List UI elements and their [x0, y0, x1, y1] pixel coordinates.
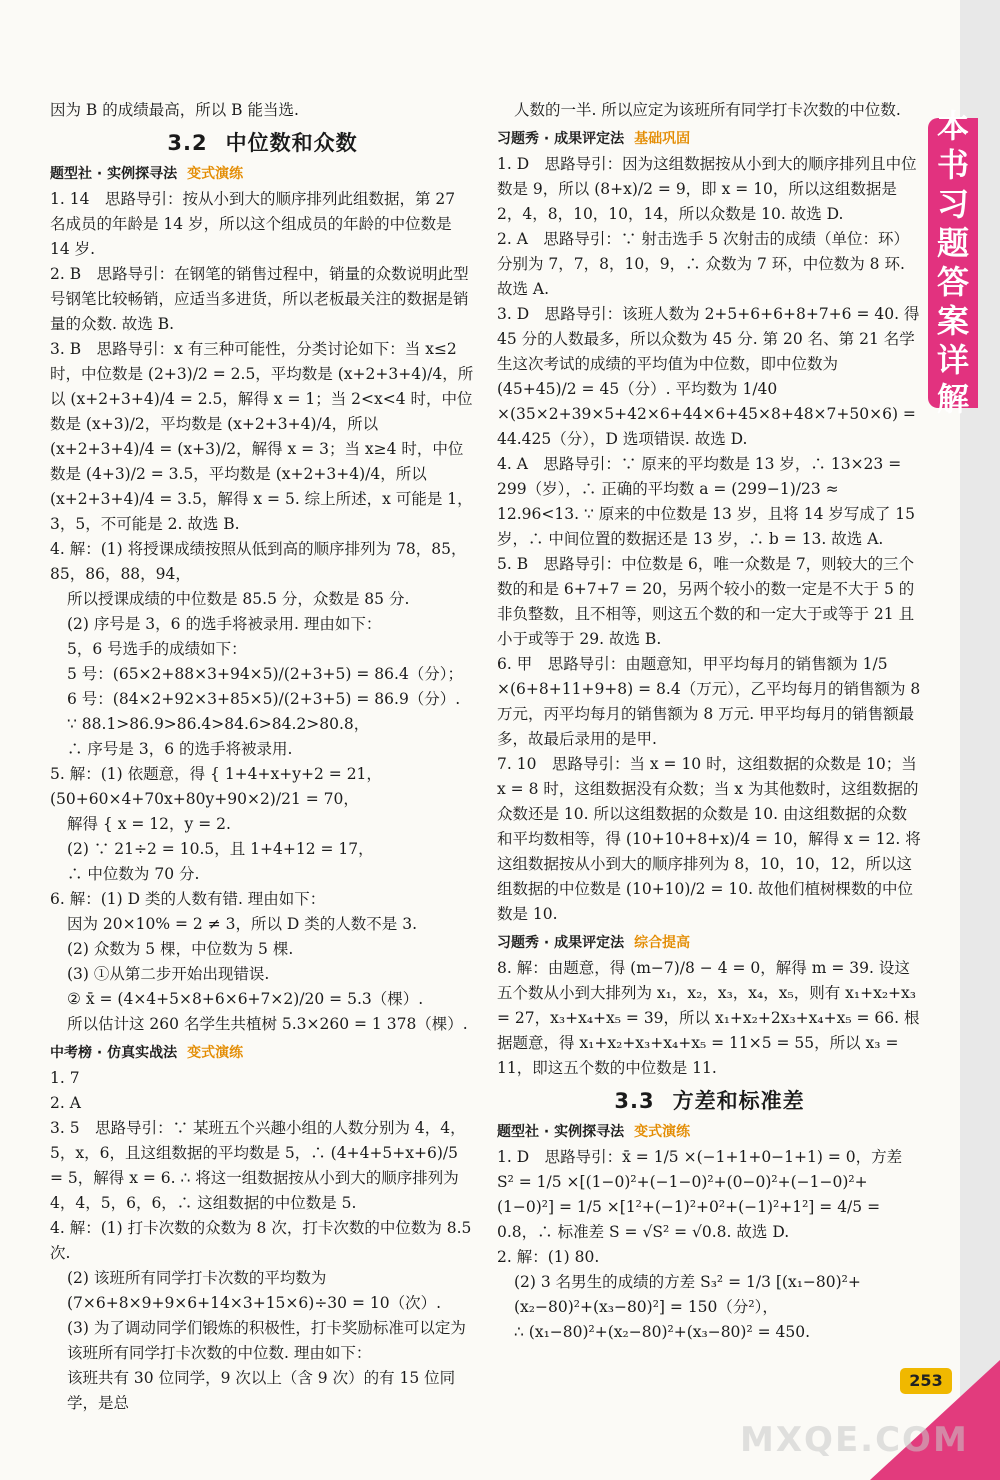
- answer-text: ② x̄ = (4×4+5×8+6×6+7×2)/20 = 5.3（棵）.: [67, 990, 424, 1008]
- answer-item: 8. 解：由题意，得 (m−7)/8 − 4 = 0，解得 m = 39. 设这五个数从小到大排列为 x₁，x₂，x₃，x₄，x₅，则有 x₁+x₂+x₃ = 27，x₃+x₄+x₅ = 39，所以 x₁+x₂+2x₃+x₄+x₅ = 66. 根据题意，得 x₁+x₂+x₃+x₄+x₅ = 11×5 = 55，所以 x₃ = 11，即这五个数的中位数是 11.: [497, 959, 920, 1077]
- exercise-header-label: 习题秀 · 成果评定法: [497, 131, 625, 147]
- answer-item: 7. 10 思路导引：当 x = 10 时，这组数据的众数是 10；当 x = 8 时，这组数据没有众数；当 x 为其他数时，这组数据的众数还是 10. 所以这组数据的众数是 10. 由这组数据的众数和平均数相等，得 (10+10+8+x)/4 = 10，解得 x = 12. 将这组数据按从小到大的顺序排列为 8，10，10，12，所以这组数据的中位数是 (10+10)/2 = 10. 故他们植树棵数的中位数是 10.: [497, 755, 921, 923]
- answer-text: ∵ 88.1>86.9>86.4>84.6>84.2>80.8，: [67, 715, 370, 733]
- section-number: 3.3: [614, 1089, 655, 1113]
- answer-item: 3. 5 思路导引：∵ 某班五个兴趣小组的人数分别为 4，4，5，x，6，且这组数据的平均数是 5，∴ (4+4+5+x+6)/5 = 5，解得 x = 6. ∴ 将这一组数据按从小到大的顺序排列为 4，4，5，6，6，∴ 这组数据的中位数是 5.: [50, 1119, 466, 1212]
- left-column: [50, 98, 475, 1416]
- answer-text: 5 号：(65×2+88×3+94×5)/(2+3+5) = 86.4（分）；: [67, 665, 464, 683]
- right-column: [497, 98, 922, 1345]
- answer-item: 1. D 思路导引：因为这组数据按从小到大的顺序排列且中位数是 9，所以 (8+x)/2 = 9，即 x = 10，所以这组数据是 2，4，8，10，10，14，所以众数是 10. 故选 D.: [497, 155, 917, 223]
- answer-item: 4. 解：(1) 将授课成绩按照从低到高的顺序排列为 78，85，85，86，88，94，: [50, 540, 467, 583]
- answer-item: 5. B 思路导引：中位数是 6，唯一众数是 7，则较大的三个数的和是 6+7+7 = 20，另两个较小的数一定是不大于 5 的非负整数，且不相等，则这五个数的和一定大于或等于 21 且小于或等于 29. 故选 B.: [497, 555, 915, 648]
- answer-text: 所以估计这 260 名学生共植树 5.3×260 = 1 378（棵）.: [67, 1015, 468, 1033]
- answer-item: 1. 14 思路导引：按从小到大的顺序排列此组数据，第 27 名成员的年龄是 14 岁，所以这个组成员的年龄的中位数是 14 岁.: [50, 190, 456, 258]
- answer-text: 人数的一半. 所以应定为该班所有同学打卡次数的中位数.: [514, 101, 901, 119]
- answer-item: 3. D 思路导引：该班人数为 2+5+6+6+8+7+6 = 40. 得 45 分的人数最多，所以众数为 45 分. 第 20 名、第 21 名学生这次考试的成绩的平均值为中位数，即中位数为 (45+45)/2 = 45（分）. 平均数为 1/40 ×(35×2+39×5+42×6+44×6+45×8+48×7+50×6) = 44.425（分），D 选项错误. 故选 D.: [497, 305, 920, 448]
- section-number: 3.2: [167, 131, 208, 155]
- answer-text: (2) 序号是 3，6 的选手将被录用. 理由如下：: [67, 615, 382, 633]
- exercise-header: [50, 1041, 475, 1066]
- answer-item: 2. 解：(1) 80.: [497, 1248, 600, 1266]
- answer-text: (3) ①从第二步开始出现错误.: [67, 965, 270, 983]
- exercise-header-label: 习题秀 · 成果评定法: [497, 935, 625, 951]
- sidebar-char: 详: [936, 341, 969, 379]
- exercise-tag: 变式演练: [187, 1045, 244, 1061]
- section-title-text: 中位数和众数: [225, 131, 358, 155]
- watermark: MXQE.COM: [740, 1420, 969, 1460]
- sidebar-char: 习: [936, 185, 969, 223]
- page-number: 253: [900, 1368, 952, 1394]
- answer-text: 5，6 号选手的成绩如下：: [67, 640, 247, 658]
- exercise-header-label: 中考榜 · 仿真实战法: [50, 1045, 178, 1061]
- answer-item: 6. 甲 思路导引：由题意知，甲平均每月的销售额为 1/5 ×(6+8+11+9+8) = 8.4（万元），乙平均每月的销售额为 8 万元，丙平均每月的销售额为 8 万元. 甲平均每月的销售额最多，故最后录用的是甲.: [497, 655, 921, 748]
- exercise-tag: 综合提高: [634, 935, 691, 951]
- section-title: [50, 131, 475, 156]
- answer-text: 因为 B 的成绩最高，所以 B 能当选.: [50, 101, 299, 119]
- sidebar-char: 解: [936, 380, 969, 418]
- sidebar-char: 案: [936, 302, 969, 340]
- answer-text: 6 号：(84×2+92×3+85×5)/(2+3+5) = 86.9（分）.: [67, 690, 461, 708]
- section-title-text: 方差和标准差: [672, 1089, 805, 1113]
- exercise-tag: 基础巩固: [634, 131, 691, 147]
- sidebar-char: 书: [936, 146, 969, 184]
- answer-text: (2) ∵ 21÷2 = 10.5，且 1+4+12 = 17，: [67, 840, 374, 858]
- answer-item: 4. 解：(1) 打卡次数的众数为 8 次，打卡次数的中位数为 8.5 次.: [50, 1219, 472, 1262]
- answer-item: 6. 解：(1) D 类的人数有错. 理由如下：: [50, 890, 326, 908]
- exercise-header: [50, 162, 475, 187]
- exercise-tag: 变式演练: [187, 166, 244, 182]
- answer-text: (2) 3 名男生的成绩的方差 S₃² = 1/3 [(x₁−80)²+(x₂−80)²+(x₃−80)²] = 150（分²），: [514, 1273, 861, 1316]
- answer-text: (3) 为了调动同学们锻炼的积极性，打卡奖励标准可以定为该班所有同学打卡次数的中位数. 理由如下：: [67, 1319, 466, 1362]
- sidebar-char: 答: [936, 263, 969, 301]
- exercise-header-label: 题型社 · 实例探寻法: [497, 1124, 625, 1140]
- exercise-header: [497, 931, 922, 956]
- exercise-header: [497, 127, 922, 152]
- answer-item: 3. B 思路导引：x 有三种可能性，分类讨论如下：当 x≤2 时，中位数是 (2+3)/2 = 2.5，平均数是 (x+2+3+4)/4，所以 (x+2+3+4)/4 = 2.5，解得 x = 1；当 2<x<4 时，中位数是 (x+3)/2，平均数是 (x+2+3+4)/4，所以 (x+2+3+4)/4 = (x+3)/2，解得 x = 3；当 x≥4 时，中位数是 (4+3)/2 = 3.5，平均数是 (x+2+3+4)/4，所以 (x+2+3+4)/4 = 3.5，解得 x = 5. 综上所述，x 可能是 1，3，5，不可能是 2. 故选 B.: [50, 340, 474, 533]
- sidebar-tab: [928, 107, 978, 418]
- answer-text: ∴ 序号是 3，6 的选手将被录用.: [67, 740, 293, 758]
- sidebar-char: 本: [936, 107, 969, 145]
- answer-item: 5. 解：(1) 依题意，得 { 1+4+x+y+2 = 21，(50+60×4+70x+80y+90×2)/21 = 70，: [50, 765, 382, 808]
- answer-text: 解得 { x = 12，y = 2.: [67, 815, 231, 833]
- exercise-header-label: 题型社 · 实例探寻法: [50, 166, 178, 182]
- answer-text: 所以授课成绩的中位数是 85.5 分，众数是 85 分.: [67, 590, 410, 608]
- answer-text: (2) 众数为 5 棵，中位数为 5 棵.: [67, 940, 294, 958]
- answer-item: 1. 7: [50, 1069, 80, 1087]
- exercise-tag: 变式演练: [634, 1124, 691, 1140]
- answer-item: 2. B 思路导引：在钢笔的销售过程中，销量的众数说明此型号钢笔比较畅销，应适当多进货，所以老板最关注的数据是销量的众数. 故选 B.: [50, 265, 469, 333]
- answer-item: 2. A: [50, 1094, 81, 1112]
- answer-text: ∴ 中位数为 70 分.: [67, 865, 200, 883]
- exercise-header: [497, 1120, 922, 1145]
- sidebar-char: 题: [936, 224, 969, 262]
- answer-text: (2) 该班所有同学打卡次数的平均数为 (7×6+8×9+9×6+14×3+15×6)÷30 = 10（次）.: [67, 1269, 442, 1312]
- answer-item: 1. D 思路导引：x̄ = 1/5 ×(−1+1+0−1+1) = 0，方差 S² = 1/5 ×[(1−0)²+(−1−0)²+(0−0)²+(−1−0)²+(1−0)²] = 1/5 ×[1²+(−1)²+0²+(−1)²+1²] = 4/5 = 0.8，∴ 标准差 S = √S² = √0.8. 故选 D.: [497, 1148, 903, 1241]
- section-title: [497, 1089, 922, 1114]
- answer-text: 该班共有 30 位同学，9 次以上（含 9 次）的有 15 位同学，是总: [67, 1369, 456, 1412]
- answer-text: ∴ (x₁−80)²+(x₂−80)²+(x₃−80)² = 450.: [514, 1323, 811, 1341]
- answer-text: 因为 20×10% = 2 ≠ 3，所以 D 类的人数不是 3.: [67, 915, 417, 933]
- answer-item: 2. A 思路导引：∵ 射击选手 5 次射击的成绩（单位：环）分别为 7，7，8，10，9，∴ 众数为 7 环，中位数为 8 环. 故选 A.: [497, 230, 910, 298]
- answer-item: 4. A 思路导引：∵ 原来的平均数是 13 岁，∴ 13×23 = 299（岁），∴ 正确的平均数 a = (299−1)/23 ≈ 12.96<13. ∵ 原来的中位数是 13 岁，且将 14 岁写成了 15 岁，∴ 中间位置的数据还是 13 岁，∴ b = 13. 故选 A.: [497, 455, 916, 548]
